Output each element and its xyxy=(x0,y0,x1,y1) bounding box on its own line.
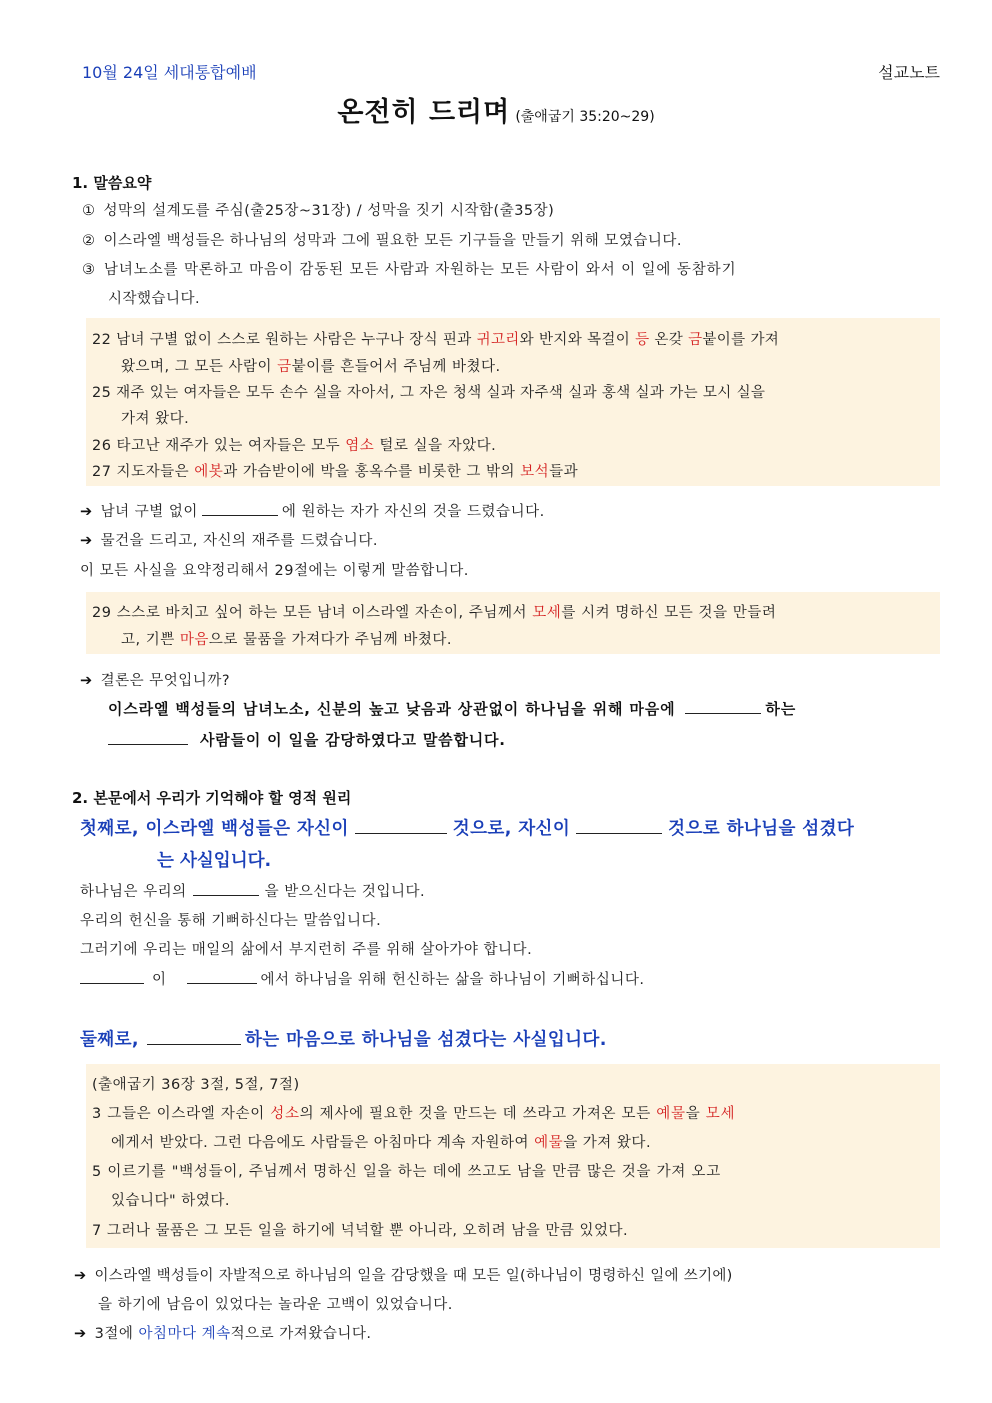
summary-line: 이 모든 사실을 요약정리해서 29절에는 이렇게 말씀합니다. xyxy=(80,563,469,579)
item-text: 남녀노소를 막론하고 마음이 감동된 모든 사람과 자원하는 모든 사람이 와서 이 일에 동참하기 xyxy=(103,262,737,278)
item-number: ② xyxy=(82,233,96,249)
arrow-line-4: ➔ 3절에 아침마다 계속적으로 가져왔습니다. xyxy=(74,1326,372,1342)
title-reference: (출애굽기 35:20~29) xyxy=(515,109,655,125)
paragraph-2: 우리의 헌신을 통해 기뻐하신다는 말씀입니다. xyxy=(80,913,382,929)
conclusion-line-1: 이스라엘 백성들의 남녀노소, 신분의 높고 낮음과 상관없이 하나님을 위해 마음에 하는 xyxy=(108,700,797,718)
verse-22: 22 남녀 구별 없이 스스로 원하는 사람은 누구나 장식 핀과 귀고리와 반지와 목걸이 등 온갖 금붙이를 가져 xyxy=(92,332,780,348)
paragraph-3: 그러기에 우리는 매일의 삶에서 부지런히 주를 위해 살아가야 합니다. xyxy=(80,942,533,958)
paragraph-4: 이 에서 하나님을 위해 헌신하는 삶을 하나님이 기뻐하십니다. xyxy=(80,968,644,989)
verse-26: 26 타고난 재주가 있는 여자들은 모두 염소 털로 실을 자았다. xyxy=(92,438,497,454)
fill-blank[interactable] xyxy=(187,969,257,984)
verse-29: 29 스스로 바치고 싶어 하는 모든 남녀 이스라엘 자손이, 주님께서 모세를 시켜 명하신 모든 것을 만들려 xyxy=(92,605,777,621)
section1-heading: 1. 말씀요약 xyxy=(72,174,152,192)
fill-blank[interactable] xyxy=(108,730,188,745)
verse-25-cont: 가져 왔다. xyxy=(121,411,190,427)
section2-heading: 2. 본문에서 우리가 기억해야 할 영적 원리 xyxy=(72,789,352,807)
verse-22-cont: 왔으며, 그 모든 사람이 금붙이를 흔들어서 주님께 바쳤다. xyxy=(121,359,501,375)
verse-3-cont: 에게서 받았다. 그런 다음에도 사람들은 아침마다 계속 자원하여 예물을 가져 왔다. xyxy=(111,1135,652,1151)
verse-3: 3 그들은 이스라엘 자손이 성소의 제사에 필요한 것을 만드는 데 쓰라고 가져온 모든 예물을 모세 xyxy=(92,1106,736,1122)
fill-blank[interactable] xyxy=(147,1027,241,1045)
fill-blank[interactable] xyxy=(193,881,259,896)
verse-27: 27 지도자들은 에봇과 가슴받이에 박을 홍옥수를 비롯한 그 밖의 보석들과 xyxy=(92,464,579,480)
arrow-line-3: ➔ 이스라엘 백성들이 자발적으로 하나님의 일을 감당했을 때 모든 일(하나님이 명령하신 일에 쓰기에) xyxy=(74,1268,733,1284)
summary-item-2 xyxy=(82,229,682,250)
summary-item-3 xyxy=(82,258,736,279)
paragraph-1: 하나님은 우리의 을 받으신다는 것입니다. xyxy=(80,880,425,901)
first-principle-line-2: 는 사실입니다. xyxy=(157,851,272,871)
arrow-line-3-cont: 을 하기에 남음이 있었다는 놀라운 고백이 있었습니다. xyxy=(98,1297,453,1313)
arrow-icon: ➔ xyxy=(80,533,93,549)
fill-blank[interactable] xyxy=(202,501,278,516)
item-text: 이스라엘 백성들은 하나님의 성막과 그에 필요한 모든 기구들을 만들기 위해 모였습니다. xyxy=(103,233,682,249)
arrow-icon: ➔ xyxy=(74,1326,87,1342)
verse-25: 25 재주 있는 여자들은 모두 손수 실을 자아서, 그 자은 청색 실과 자주색 실과 홍색 실과 가는 모시 실을 xyxy=(92,385,766,401)
fill-blank[interactable] xyxy=(576,816,662,834)
question-line: ➔ 결론은 무엇입니까? xyxy=(80,673,231,689)
title-main: 온전히 드리며 xyxy=(337,97,511,128)
arrow-line-2: ➔ 물건을 드리고, 자신의 재주를 드렸습니다. xyxy=(80,533,378,549)
item-number: ③ xyxy=(82,262,96,278)
summary-item-1 xyxy=(82,199,554,220)
conclusion-line-2: 사람들이 이 일을 감당하였다고 말씀합니다. xyxy=(108,729,506,750)
item-text: 성막의 설계도를 주심(출25장~31장) / 성막을 짓기 시작함(출35장) xyxy=(103,203,555,219)
box3-reference: (출애굽기 36장 3절, 5절, 7절) xyxy=(92,1077,300,1093)
arrow-icon: ➔ xyxy=(80,673,93,689)
fill-blank[interactable] xyxy=(685,699,761,714)
fill-blank[interactable] xyxy=(80,969,144,984)
fill-blank[interactable] xyxy=(355,816,447,834)
arrow-icon: ➔ xyxy=(74,1268,87,1284)
sermon-note-label: 설교노트 xyxy=(878,63,940,82)
second-principle: 둘째로, 하는 마음으로 하나님을 섬겼다는 사실입니다. xyxy=(80,1026,607,1051)
verse-7: 7 그러나 물품은 그 모든 일을 하기에 넉넉할 뿐 아니라, 오히려 남을 만큼 있었다. xyxy=(92,1223,629,1239)
item-number: ① xyxy=(82,203,96,219)
page-title xyxy=(0,90,992,129)
arrow-icon: ➔ xyxy=(80,504,93,520)
verse-29-cont: 고, 기쁜 마음으로 물품을 가져다가 주님께 바쳤다. xyxy=(121,632,453,648)
verse-5: 5 이르기를 "백성들이, 주님께서 명하신 일을 하는 데에 쓰고도 남을 만큼 많은 것을 가져 오고 xyxy=(92,1164,722,1180)
verse-5-cont: 있습니다" 하였다. xyxy=(111,1193,230,1209)
summary-item-3-cont: 시작했습니다. xyxy=(108,291,201,307)
first-principle-line-1: 첫째로, 이스라엘 백성들은 자신이 것으로, 자신이 것으로 하나님을 섬겼다 xyxy=(80,815,854,840)
arrow-line-1: ➔ 남녀 구별 없이 에 원하는 자가 자신의 것을 드렸습니다. xyxy=(80,500,545,521)
service-date-label: 10월 24일 세대통합예배 xyxy=(82,63,257,82)
